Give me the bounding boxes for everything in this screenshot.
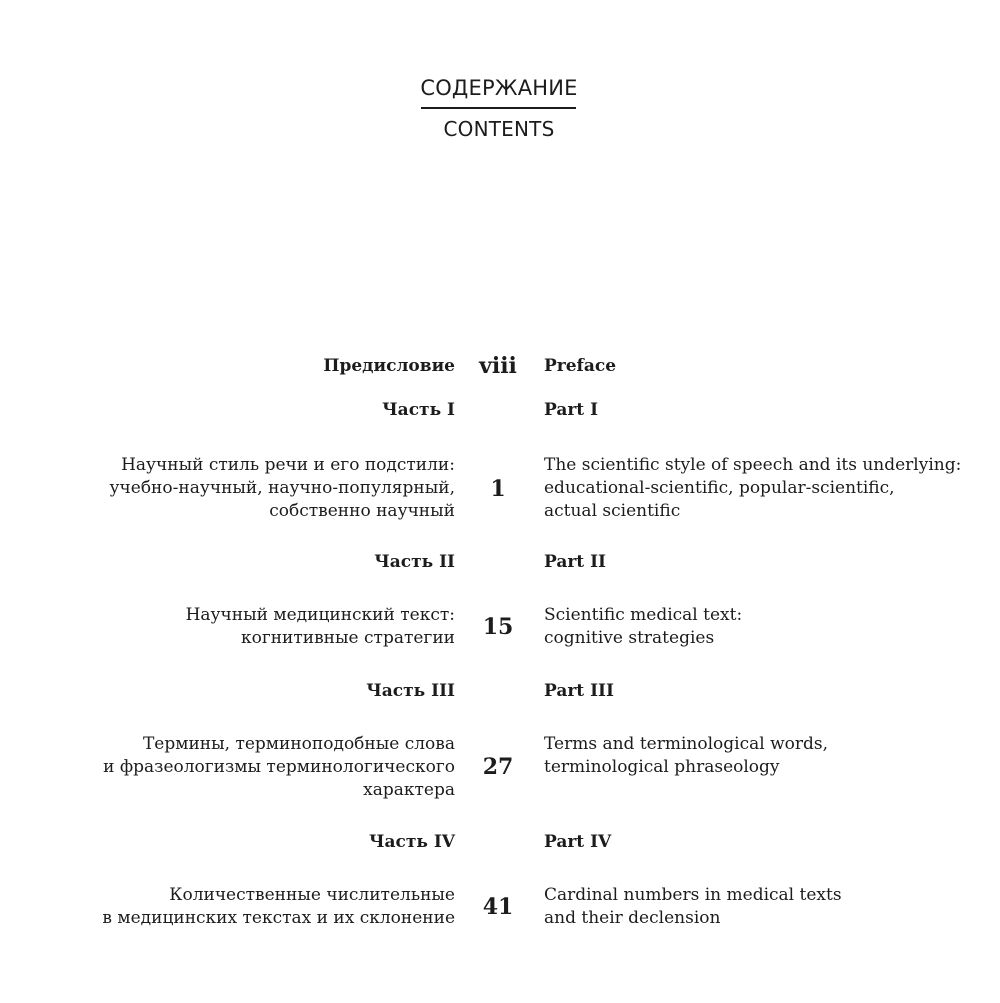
page-title-en: CONTENTS [443,117,555,141]
chapter-2-page-number: 15 [482,614,514,640]
chapter-1-page-number: 1 [490,476,506,502]
chapter-4-title-ru: Количественные числительные в медицинских текстах и их склонение [102,885,455,928]
chapter-1-title-en: The scientific style of speech and its underlying: educational-scientific, popular-scientific, actual scientific [544,455,962,521]
part-1-label-ru: Часть I [382,400,455,420]
part-4-label-en: Part IV [544,832,612,852]
preface-page-number: viii [479,353,517,379]
part-1-label-en: Part I [544,400,599,420]
chapter-2-title-ru: Научный медицинский текст: когнитивные стратегии [185,605,455,648]
chapter-3-page-number: 27 [482,754,514,780]
chapter-1-title-ru: Научный стиль речи и его подстили: учебно-научный, научно-популярный, собственно научный [109,455,455,521]
part-2-label-ru: Часть II [374,552,455,572]
preface-label-en: Preface [544,356,617,376]
part-4-label-ru: Часть IV [368,832,455,852]
preface-label-ru: Предисловие [323,356,455,376]
part-3-label-ru: Часть III [366,681,455,701]
page-title-ru: СОДЕРЖАНИЕ [420,76,578,100]
chapter-3-title-ru: Термины, терминоподобные слова и фразеологизмы терминологического характера [103,734,455,800]
chapter-3-title-en: Terms and terminological words, terminological phraseology [544,734,828,777]
part-3-label-en: Part III [544,681,614,701]
chapter-2-title-en: Scientific medical text: cognitive strategies [544,605,743,648]
chapter-4-page-number: 41 [482,894,514,920]
chapter-4-title-en: Cardinal numbers in medical texts and their declension [544,885,842,928]
part-2-label-en: Part II [544,552,606,572]
title-divider [421,107,576,109]
